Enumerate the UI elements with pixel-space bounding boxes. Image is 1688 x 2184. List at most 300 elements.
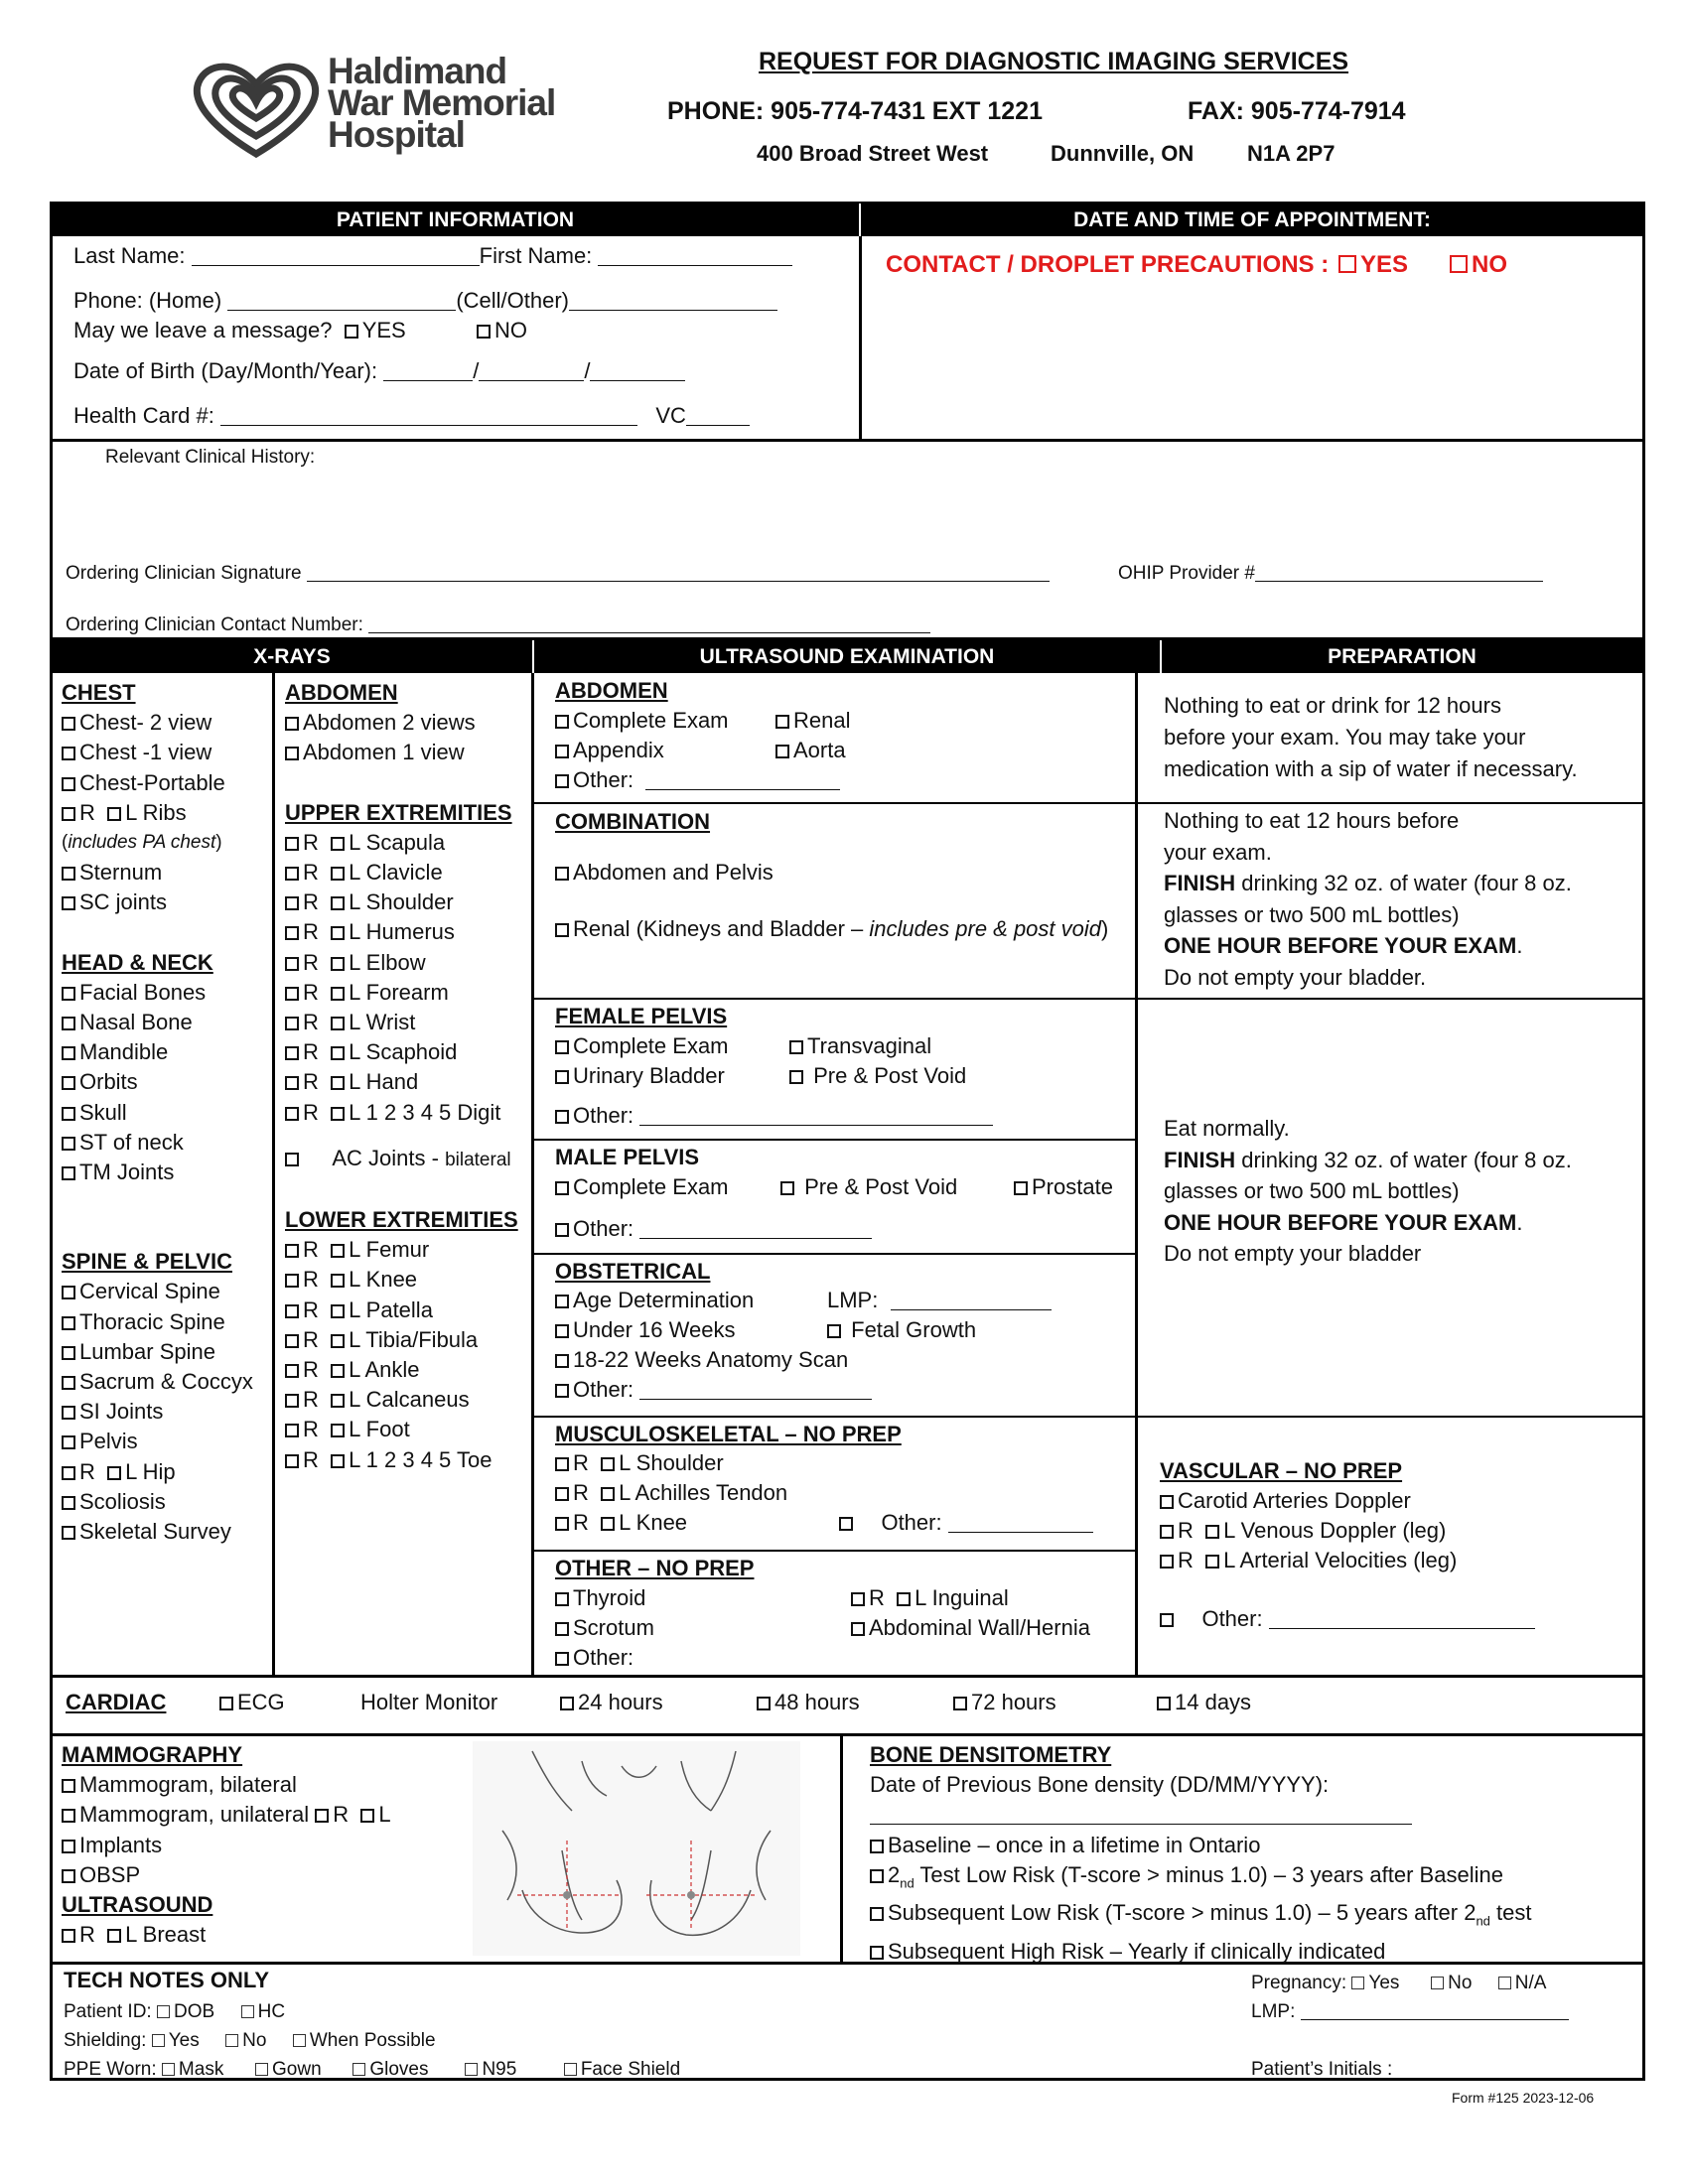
checkbox[interactable] <box>1431 1977 1444 1989</box>
blank-line[interactable] <box>192 247 480 266</box>
checkbox[interactable] <box>601 1487 615 1501</box>
checkbox[interactable] <box>555 1040 569 1054</box>
checkbox[interactable] <box>789 1070 803 1084</box>
checkbox[interactable] <box>555 1622 569 1636</box>
checkbox[interactable] <box>775 745 789 758</box>
checkbox[interactable] <box>62 777 75 791</box>
female-pelvis-title: FEMALE PELVIS <box>555 1004 728 1028</box>
chest-2-view[interactable]: Chest- 2 view <box>62 708 253 738</box>
prep-instructions-2: Nothing to eat 12 hours before your exam. FINISH drinking 32 oz. of water (four 8 oz. glasses or two 500 mL bottles) ONE HOUR BEFORE YOUR EXAM. Do not empty your bladder. <box>1164 808 1572 990</box>
checkbox[interactable] <box>331 1364 345 1378</box>
checkbox[interactable] <box>870 1869 884 1883</box>
checkbox[interactable] <box>555 1487 569 1501</box>
blank-line[interactable] <box>1301 2001 1569 2020</box>
checkbox[interactable] <box>870 1840 884 1853</box>
appointment-header: DATE AND TIME OF APPOINTMENT: <box>862 204 1642 236</box>
address-city: Dunnville, ON <box>1051 141 1195 166</box>
ohip-provider-field[interactable]: OHIP Provider # <box>1118 563 1543 585</box>
msk-achilles[interactable]: R L Achilles Tendon <box>555 1480 787 1506</box>
clavicle[interactable]: R L Clavicle <box>285 858 518 887</box>
blank-line[interactable] <box>1255 563 1543 582</box>
cardiac-title: CARDIAC <box>66 1690 167 1714</box>
checkbox[interactable] <box>162 2063 175 2076</box>
ecg[interactable]: ECG <box>219 1690 285 1715</box>
spine-pelvic-title: SPINE & PELVIC <box>62 1249 232 1275</box>
abdominal-wall-hernia[interactable]: Abdominal Wall/Hernia <box>851 1615 1090 1641</box>
clinical-history-label: Relevant Clinical History: <box>105 447 316 468</box>
combination-title: COMBINATION <box>555 809 711 834</box>
checkbox[interactable] <box>285 1046 299 1060</box>
orbits[interactable]: Orbits <box>62 1067 253 1097</box>
blank-line[interactable] <box>220 407 637 426</box>
femur[interactable]: R L Femur <box>285 1235 518 1265</box>
checkbox[interactable] <box>1205 1525 1219 1539</box>
subsequent-high-risk[interactable]: Subsequent High Risk – Yearly if clinically indicated <box>870 1937 1532 1967</box>
mammogram-unilateral[interactable]: Mammogram, unilateral R L <box>62 1800 391 1830</box>
checkbox[interactable] <box>285 1076 299 1090</box>
precautions-yes-checkbox[interactable] <box>1338 255 1356 273</box>
age-determination[interactable]: Age Determination <box>555 1288 754 1313</box>
holter-72-hours[interactable]: 72 hours <box>953 1690 1056 1715</box>
patient-id-row: Patient ID: DOB HC <box>64 2001 286 2022</box>
other-no-prep-title: OTHER – NO PREP <box>555 1556 755 1580</box>
chest-portable[interactable]: Chest-Portable <box>62 768 253 798</box>
checkbox[interactable] <box>331 1244 345 1258</box>
lumbar-spine[interactable]: Lumbar Spine <box>62 1337 253 1367</box>
vascular-title: VASCULAR – NO PREP <box>1160 1458 1403 1483</box>
checkbox[interactable] <box>331 1394 345 1408</box>
checkbox[interactable] <box>331 896 345 910</box>
checkbox[interactable] <box>1157 1697 1171 1710</box>
checkbox[interactable] <box>285 987 299 1001</box>
thoracic-spine[interactable]: Thoracic Spine <box>62 1307 253 1337</box>
patient-initials-field[interactable]: Patient’s Initials : <box>1251 2059 1393 2080</box>
checkbox[interactable] <box>897 1592 911 1606</box>
previous-bone-density-label: Date of Previous Bone density (DD/MM/YYYY): <box>870 1772 1330 1798</box>
checkbox[interactable] <box>285 1017 299 1030</box>
blank-line[interactable] <box>948 1514 1093 1533</box>
blank-line[interactable] <box>598 247 792 266</box>
checkbox[interactable] <box>601 1457 615 1471</box>
checkbox[interactable] <box>331 926 345 940</box>
previous-bone-density-field[interactable] <box>870 1800 1532 1830</box>
facial-bones[interactable]: Facial Bones <box>62 978 253 1008</box>
checkbox[interactable] <box>851 1592 865 1606</box>
checkbox[interactable] <box>1160 1525 1174 1539</box>
prep-instructions-1: Nothing to eat or drink for 12 hours before your exam. You may take your medication with a sip of water if necessary. <box>1164 693 1578 781</box>
checkbox[interactable] <box>62 896 75 910</box>
address-street: 400 Broad Street West <box>757 141 989 166</box>
carotid-doppler[interactable]: Carotid Arteries Doppler <box>1160 1488 1411 1514</box>
blank-line[interactable] <box>891 1292 1052 1310</box>
checkbox[interactable] <box>555 1354 569 1368</box>
chest-title: CHEST <box>62 680 136 705</box>
tm-joints[interactable]: TM Joints <box>62 1158 253 1187</box>
checkbox[interactable] <box>839 1517 853 1531</box>
checkbox[interactable] <box>62 987 75 1001</box>
checkbox[interactable] <box>555 715 569 729</box>
ribs[interactable]: R L Ribs <box>62 798 253 828</box>
checkbox[interactable] <box>62 1107 75 1121</box>
checkbox[interactable] <box>285 1394 299 1408</box>
us-aorta[interactable]: Aorta <box>775 738 846 763</box>
checkbox[interactable] <box>285 867 299 881</box>
checkbox[interactable] <box>555 1457 569 1471</box>
lower-extremities-title: LOWER EXTREMITIES <box>285 1207 518 1233</box>
checkbox[interactable] <box>331 1107 345 1121</box>
checkbox[interactable] <box>331 1424 345 1437</box>
xray-column-1 <box>62 678 253 1547</box>
checkbox[interactable] <box>241 2005 254 2018</box>
msk-shoulder[interactable]: R L Shoulder <box>555 1450 724 1476</box>
checkbox[interactable] <box>62 1376 75 1390</box>
male-pelvis-complete[interactable]: Complete Exam <box>555 1174 729 1200</box>
obstetrical-other[interactable]: Other: <box>555 1377 872 1403</box>
cervical-spine[interactable]: Cervical Spine <box>62 1277 253 1306</box>
other-no-prep-other[interactable]: Other: <box>555 1645 633 1671</box>
knee[interactable]: R L Knee <box>285 1265 518 1295</box>
abdomen-and-pelvis[interactable]: Abdomen and Pelvis <box>555 860 774 886</box>
form-title: REQUEST FOR DIAGNOSTIC IMAGING SERVICES <box>759 48 1349 75</box>
checkbox[interactable] <box>331 1274 345 1288</box>
checkbox[interactable] <box>870 1907 884 1921</box>
checkbox[interactable] <box>331 1046 345 1060</box>
calcaneus[interactable]: R L Calcaneus <box>285 1385 518 1415</box>
ppe-row: PPE Worn: Mask Gown Gloves N95 Face Shield <box>64 2059 681 2080</box>
female-pelvis-other[interactable]: Other: <box>555 1103 993 1129</box>
checkbox[interactable] <box>285 747 299 760</box>
checkbox[interactable] <box>107 807 121 821</box>
anatomy-scan[interactable]: 18-22 Weeks Anatomy Scan <box>555 1347 848 1373</box>
checkbox[interactable] <box>285 1424 299 1437</box>
checkbox[interactable] <box>331 867 345 881</box>
checkbox[interactable] <box>555 1324 569 1338</box>
checkbox[interactable] <box>62 1840 75 1853</box>
blank-line[interactable] <box>227 292 456 311</box>
scoliosis[interactable]: Scoliosis <box>62 1487 253 1517</box>
checkbox[interactable] <box>62 717 75 731</box>
checkbox[interactable] <box>331 837 345 851</box>
wrist[interactable]: R L Wrist <box>285 1008 518 1037</box>
msk-knee[interactable]: R L Knee <box>555 1510 687 1536</box>
checkbox[interactable] <box>555 1652 569 1666</box>
leave-message-field: May we leave a message? YES <box>73 318 406 342</box>
checkbox[interactable] <box>555 867 569 881</box>
hospital-name: Haldimand War Memorial Hospital <box>328 51 556 155</box>
patient-information-header: PATIENT INFORMATION <box>52 204 859 236</box>
checkbox[interactable] <box>1160 1613 1174 1627</box>
checkbox[interactable] <box>331 1076 345 1090</box>
precautions-no[interactable]: NO <box>1450 251 1507 279</box>
blank-line[interactable] <box>307 563 1050 582</box>
checkbox[interactable] <box>62 1346 75 1360</box>
sc-joints[interactable]: SC joints <box>62 887 253 917</box>
checkbox[interactable] <box>62 1166 75 1180</box>
health-card-field[interactable]: Health Card #: VC <box>73 403 750 429</box>
fetal-growth[interactable]: Fetal Growth <box>827 1317 976 1343</box>
clinician-contact-field[interactable]: Ordering Clinician Contact Number: <box>66 614 930 636</box>
bone-densitometry-title: BONE DENSITOMETRY <box>870 1742 1112 1767</box>
checkbox[interactable] <box>555 1517 569 1531</box>
checkbox[interactable] <box>555 1110 569 1124</box>
us-renal[interactable]: Renal <box>775 708 850 734</box>
ankle[interactable]: R L Ankle <box>285 1355 518 1385</box>
checkbox[interactable] <box>62 1046 75 1060</box>
holter-24-hours[interactable]: 24 hours <box>560 1690 663 1715</box>
sacrum-coccyx[interactable]: Sacrum & Coccyx <box>62 1367 253 1397</box>
checkbox[interactable] <box>107 1466 121 1480</box>
checkbox[interactable] <box>1351 1977 1364 1989</box>
checkbox[interactable] <box>285 1454 299 1468</box>
checkbox[interactable] <box>1160 1495 1174 1509</box>
blank-line[interactable] <box>639 1381 872 1400</box>
blank-line[interactable] <box>645 771 840 790</box>
ribs-note: (includes PA chest) <box>62 832 222 854</box>
blank-line[interactable] <box>368 614 930 633</box>
checkbox[interactable] <box>1498 1977 1511 1989</box>
scapula[interactable]: R L Scapula <box>285 828 518 858</box>
abdomen-1-view[interactable]: Abdomen 1 view <box>285 738 518 767</box>
subsequent-low-risk[interactable]: Subsequent Low Risk (T-score > minus 1.0) – 5 years after $2_{nd}$ test <box>870 1898 1532 1937</box>
checkbox[interactable] <box>62 867 75 881</box>
message-yes-checkbox[interactable] <box>345 325 358 339</box>
address-postal: N1A 2P7 <box>1247 141 1336 166</box>
breast-ultrasound[interactable]: R L Breast <box>62 1920 391 1950</box>
preparation-header: PREPARATION <box>1162 640 1642 673</box>
chest-1-view[interactable]: Chest -1 view <box>62 738 253 767</box>
shoulder[interactable]: R L Shoulder <box>285 887 518 917</box>
forearm[interactable]: R L Forearm <box>285 978 518 1008</box>
last-name-field[interactable]: Last Name: First Name: <box>73 243 792 269</box>
obsp[interactable]: OBSP <box>62 1860 391 1890</box>
checkbox[interactable] <box>360 1809 374 1823</box>
abdomen-2-views[interactable]: Abdomen 2 views <box>285 708 518 738</box>
female-pre-post-void[interactable]: Pre & Post Void <box>789 1063 966 1089</box>
skull[interactable]: Skull <box>62 1098 253 1128</box>
checkbox[interactable] <box>285 896 299 910</box>
checkbox[interactable] <box>555 1070 569 1084</box>
breast-diagram-icon <box>473 1741 800 1956</box>
checkbox[interactable] <box>331 1334 345 1348</box>
prostate[interactable]: Prostate <box>1014 1174 1113 1200</box>
patella[interactable]: R L Patella <box>285 1296 518 1325</box>
checkbox[interactable] <box>1014 1181 1028 1195</box>
toe[interactable]: R L 1 2 3 4 5 Toe <box>285 1445 518 1475</box>
checkbox[interactable] <box>62 1779 75 1793</box>
checkbox[interactable] <box>285 1274 299 1288</box>
urinary-bladder[interactable]: Urinary Bladder <box>555 1063 725 1089</box>
mandible[interactable]: Mandible <box>62 1037 253 1067</box>
checkbox[interactable] <box>285 926 299 940</box>
checkbox[interactable] <box>870 1946 884 1960</box>
checkbox[interactable] <box>62 1809 75 1823</box>
checkbox[interactable] <box>62 747 75 760</box>
ac-joints[interactable]: AC Joints - bilateral <box>285 1144 518 1175</box>
us-abdomen-other[interactable]: Other: <box>555 767 840 793</box>
checkbox[interactable] <box>62 1406 75 1420</box>
shielding-row: Shielding: Yes No When Possible <box>64 2030 436 2051</box>
blank-line[interactable] <box>870 1806 1412 1825</box>
checkbox[interactable] <box>219 1697 233 1710</box>
precautions-no-checkbox[interactable] <box>1450 255 1468 273</box>
checkbox[interactable] <box>62 1929 75 1943</box>
msk-other[interactable]: Other: <box>839 1510 1093 1536</box>
checkbox[interactable] <box>827 1324 841 1338</box>
fax-number: FAX: 905-774-7914 <box>1188 97 1406 125</box>
checkbox[interactable] <box>255 2063 268 2076</box>
checkbox[interactable] <box>331 1304 345 1318</box>
checkbox[interactable] <box>62 1526 75 1540</box>
checkbox[interactable] <box>285 957 299 971</box>
checkbox[interactable] <box>775 715 789 729</box>
blank-line[interactable] <box>569 292 777 311</box>
male-pelvis-title: MALE PELVIS <box>555 1145 700 1169</box>
skeletal-survey[interactable]: Skeletal Survey <box>62 1517 253 1547</box>
digit[interactable]: R L 1 2 3 4 5 Digit <box>285 1098 518 1128</box>
checkbox[interactable] <box>953 1697 967 1710</box>
checkbox[interactable] <box>62 1466 75 1480</box>
checkbox[interactable] <box>780 1181 794 1195</box>
checkbox[interactable] <box>62 1286 75 1299</box>
hip[interactable]: R L Hip <box>62 1457 253 1487</box>
checkbox[interactable] <box>555 1384 569 1398</box>
elbow[interactable]: R L Elbow <box>285 948 518 978</box>
prep-instructions-3: Eat normally. FINISH drinking 32 oz. of water (four 8 oz. glasses or two 500 mL bottles) ONE HOUR BEFORE YOUR EXAM. Do not empty your bladder <box>1164 1116 1572 1266</box>
checkbox[interactable] <box>107 1929 121 1943</box>
message-no-option[interactable]: NO <box>477 318 527 343</box>
male-pelvis-other[interactable]: Other: <box>555 1216 872 1242</box>
checkbox[interactable] <box>555 1223 569 1237</box>
venous-doppler[interactable]: R L Venous Doppler (leg) <box>1160 1518 1446 1544</box>
checkbox[interactable] <box>465 2063 478 2076</box>
checkbox[interactable] <box>285 837 299 851</box>
checkbox[interactable] <box>315 1809 329 1823</box>
checkbox[interactable] <box>331 987 345 1001</box>
mammogram-bilateral[interactable]: Mammogram, bilateral <box>62 1770 391 1800</box>
us-appendix[interactable]: Appendix <box>555 738 664 763</box>
checkbox[interactable] <box>157 2005 170 2018</box>
checkbox[interactable] <box>285 1107 299 1121</box>
st-of-neck[interactable]: ST of neck <box>62 1128 253 1158</box>
checkbox[interactable] <box>331 1017 345 1030</box>
phone-field[interactable]: Phone: (Home) (Cell/Other) <box>73 288 777 314</box>
renal-kidneys-bladder[interactable]: Renal (Kidneys and Bladder – includes pre & post void) <box>555 916 1108 942</box>
checkbox[interactable] <box>62 807 75 821</box>
date-of-birth-field[interactable]: Date of Birth (Day/Month/Year): / / <box>73 358 685 384</box>
mammography-section <box>62 1740 391 1950</box>
checkbox[interactable] <box>1205 1555 1219 1569</box>
head-neck-title: HEAD & NECK <box>62 949 213 975</box>
checkbox[interactable] <box>62 1435 75 1449</box>
clinician-signature-field[interactable]: Ordering Clinician Signature <box>66 563 1050 585</box>
blank-line[interactable] <box>479 362 584 381</box>
checkbox[interactable] <box>555 774 569 788</box>
checkbox[interactable] <box>285 1304 299 1318</box>
blank-line[interactable] <box>1269 1610 1535 1629</box>
checkbox[interactable] <box>285 1364 299 1378</box>
scrotum[interactable]: Scrotum <box>555 1615 654 1641</box>
hand[interactable]: R L Hand <box>285 1067 518 1097</box>
inguinal[interactable]: R L Inguinal <box>851 1585 1009 1611</box>
male-pre-post-void[interactable]: Pre & Post Void <box>780 1174 957 1200</box>
checkbox[interactable] <box>1160 1555 1174 1569</box>
checkbox[interactable] <box>62 1076 75 1090</box>
blank-line[interactable] <box>383 362 473 381</box>
checkbox[interactable] <box>352 2063 365 2076</box>
checkbox[interactable] <box>851 1622 865 1636</box>
under-16-weeks[interactable]: Under 16 Weeks <box>555 1317 735 1343</box>
thyroid[interactable]: Thyroid <box>555 1585 645 1611</box>
transvaginal[interactable]: Transvaginal <box>789 1033 931 1059</box>
tibia-fibula[interactable]: R L Tibia/Fibula <box>285 1325 518 1355</box>
breast-ultrasound-title: ULTRASOUND <box>62 1892 213 1918</box>
tech-lmp-field[interactable]: LMP: <box>1251 2001 1569 2023</box>
checkbox[interactable] <box>789 1040 803 1054</box>
checkbox[interactable] <box>555 1592 569 1606</box>
checkbox[interactable] <box>62 1316 75 1330</box>
checkbox[interactable] <box>331 957 345 971</box>
message-no-checkbox[interactable] <box>477 325 491 339</box>
scaphoid[interactable]: R L Scaphoid <box>285 1037 518 1067</box>
checkbox[interactable] <box>560 1697 574 1710</box>
checkbox[interactable] <box>285 1334 299 1348</box>
female-pelvis-complete[interactable]: Complete Exam <box>555 1033 729 1059</box>
checkbox[interactable] <box>555 923 569 937</box>
checkbox[interactable] <box>293 2034 306 2047</box>
checkbox[interactable] <box>555 745 569 758</box>
checkbox[interactable] <box>555 1295 569 1308</box>
checkbox[interactable] <box>62 1137 75 1151</box>
implants[interactable]: Implants <box>62 1831 391 1860</box>
checkbox[interactable] <box>285 1244 299 1258</box>
precautions-label: CONTACT / DROPLET PRECAUTIONS : <box>886 251 1330 278</box>
checkbox[interactable] <box>601 1517 615 1531</box>
si-joints[interactable]: SI Joints <box>62 1397 253 1427</box>
checkbox[interactable] <box>152 2034 165 2047</box>
foot[interactable]: R L Foot <box>285 1415 518 1444</box>
checkbox[interactable] <box>564 2063 577 2076</box>
blank-line[interactable] <box>686 407 750 426</box>
holter-14-days[interactable]: 14 days <box>1157 1690 1251 1715</box>
checkbox[interactable] <box>331 1454 345 1468</box>
phone-number: PHONE: 905-774-7431 EXT 1221 <box>667 97 1043 125</box>
checkbox[interactable] <box>62 1496 75 1510</box>
pregnancy-row: Pregnancy: Yes No N/A <box>1251 1973 1547 1993</box>
checkbox[interactable] <box>285 1153 299 1166</box>
arterial-velocities[interactable]: R L Arterial Velocities (leg) <box>1160 1548 1457 1573</box>
checkbox[interactable] <box>62 1017 75 1030</box>
blank-line[interactable] <box>639 1220 872 1239</box>
checkbox[interactable] <box>225 2034 238 2047</box>
pelvis[interactable]: Pelvis <box>62 1427 253 1456</box>
checkbox[interactable] <box>757 1697 771 1710</box>
checkbox[interactable] <box>62 1869 75 1883</box>
humerus[interactable]: R L Humerus <box>285 917 518 947</box>
holter-48-hours[interactable]: 48 hours <box>757 1690 860 1715</box>
blank-line[interactable] <box>639 1107 993 1126</box>
us-abdomen-complete[interactable]: Complete Exam <box>555 708 729 734</box>
checkbox[interactable] <box>285 717 299 731</box>
vascular-other[interactable]: Other: <box>1160 1606 1535 1632</box>
blank-line[interactable] <box>590 362 685 381</box>
precautions-yes[interactable]: YES <box>1338 251 1408 279</box>
sternum[interactable]: Sternum <box>62 858 253 887</box>
nasal-bone[interactable]: Nasal Bone <box>62 1008 253 1037</box>
checkbox[interactable] <box>555 1181 569 1195</box>
baseline[interactable]: Baseline – once in a lifetime in Ontario <box>870 1831 1532 1860</box>
obstetrical-lmp-field[interactable]: LMP: <box>827 1288 1052 1313</box>
second-test[interactable]: $2_{nd}$ Test Low Risk (T-score > minus 1.0) – 3 years after Baseline <box>870 1860 1532 1899</box>
